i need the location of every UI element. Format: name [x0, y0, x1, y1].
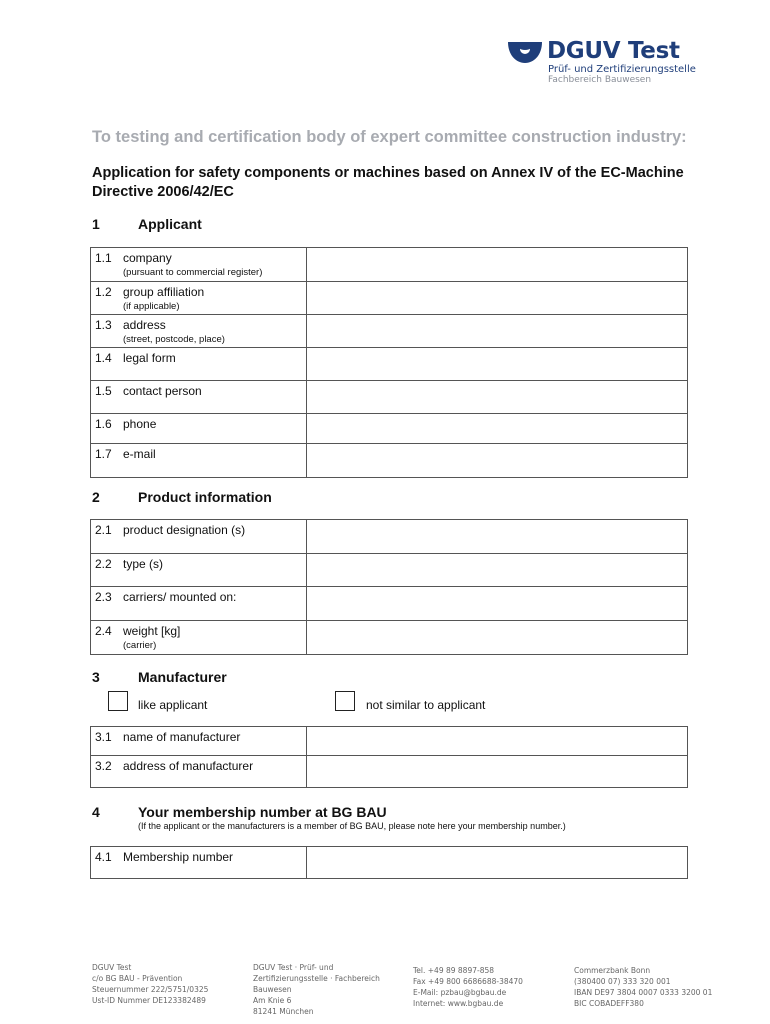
field-number: 2.3 [95, 590, 112, 604]
field-label-text: address [123, 318, 166, 332]
footer-line: DGUV Test · Prüf- und [253, 963, 334, 972]
field-hint: (street, postcode, place) [123, 334, 225, 345]
field-label-text: weight [kg] [123, 624, 181, 638]
intro-heading: To testing and certification body of expert committee construction industry: [92, 128, 687, 146]
section-number: 2 [92, 489, 100, 505]
field-label-cell [91, 587, 307, 621]
footer-line: DGUV Test [92, 963, 132, 972]
section-title-applicant: Applicant [138, 216, 202, 232]
not-similar-checkbox[interactable] [335, 691, 355, 711]
field-input-cell[interactable] [307, 315, 688, 348]
form-row [91, 444, 688, 478]
membership-note: (If the applicant or the manufacturers is a member of BG BAU, please note here your membership number.) [138, 821, 566, 831]
field-number: 1.1 [95, 251, 112, 265]
field-label [95, 285, 306, 299]
field-label [95, 351, 306, 365]
field-label-text: name of manufacturer [123, 730, 241, 744]
form-row [91, 348, 688, 381]
like-applicant-label: like applicant [138, 698, 208, 712]
logo-subtitle: Prüf- und Zertifizierungsstelle [548, 64, 696, 75]
footer-line: (380400 07) 333 320 001 [574, 977, 671, 986]
field-label-text: legal form [123, 351, 176, 365]
field-label-text: company [123, 251, 172, 265]
form-row [91, 727, 688, 756]
field-input-cell[interactable] [307, 727, 688, 756]
field-input-cell[interactable] [307, 756, 688, 788]
form-row [91, 587, 688, 621]
field-number: 2.4 [95, 624, 112, 638]
footer-address [253, 962, 380, 1017]
field-number: 1.2 [95, 285, 112, 299]
product-table [90, 519, 688, 655]
field-input-cell[interactable] [307, 847, 688, 879]
field-label [95, 384, 306, 398]
footer-company-info [92, 962, 208, 1006]
dguv-logo-icon [507, 40, 543, 66]
field-label-text: Membership number [123, 850, 234, 864]
form-row [91, 414, 688, 444]
field-number: 1.5 [95, 384, 112, 398]
form-row [91, 520, 688, 554]
membership-table [90, 846, 688, 879]
field-number: 3.2 [95, 759, 112, 773]
field-label-cell [91, 727, 307, 756]
manufacturer-table [90, 726, 688, 788]
footer-line: Steuernummer 222/5751/0325 [92, 985, 209, 994]
field-input-cell[interactable] [307, 248, 688, 282]
field-input-cell[interactable] [307, 587, 688, 621]
field-label [95, 523, 306, 537]
not-similar-label: not similar to applicant [366, 698, 486, 712]
field-hint: (carrier) [123, 640, 157, 651]
form-row [91, 756, 688, 788]
form-row [91, 621, 688, 655]
field-label-cell [91, 520, 307, 554]
field-label [95, 759, 306, 773]
field-label-cell [91, 621, 307, 655]
field-label-cell [91, 248, 307, 282]
field-label-cell [91, 444, 307, 478]
field-number: 1.7 [95, 447, 112, 461]
field-label [95, 417, 306, 431]
field-label-cell [91, 847, 307, 879]
footer-line: 81241 München [253, 1007, 314, 1016]
field-label [95, 850, 306, 864]
footer-line: Zertifizierungsstelle · Fachbereich [253, 974, 380, 983]
field-label-cell [91, 381, 307, 414]
field-label [95, 590, 306, 604]
field-label-cell [91, 414, 307, 444]
logo-title: DGUV Test [547, 38, 680, 64]
field-input-cell[interactable] [307, 621, 688, 655]
field-input-cell[interactable] [307, 381, 688, 414]
section-title-product: Product information [138, 489, 272, 505]
section-number: 4 [92, 804, 100, 820]
form-row [91, 381, 688, 414]
field-number: 2.2 [95, 557, 112, 571]
field-label-text: carriers/ mounted on: [123, 590, 237, 604]
field-label-text: product designation (s) [123, 523, 246, 537]
field-input-cell[interactable] [307, 348, 688, 381]
footer-bank [574, 965, 712, 1009]
footer-line: Ust-ID Nummer DE123382489 [92, 996, 206, 1005]
form-row [91, 282, 688, 315]
field-number: 1.6 [95, 417, 112, 431]
footer-contact [413, 965, 523, 1009]
field-input-cell[interactable] [307, 414, 688, 444]
section-title-manufacturer: Manufacturer [138, 669, 227, 685]
field-number: 1.3 [95, 318, 112, 332]
field-label [95, 318, 306, 332]
footer-line: BIC COBADEFF380 [574, 999, 644, 1008]
footer-line: Tel. +49 89 8897-858 [413, 966, 495, 975]
footer-line: Commerzbank Bonn [574, 966, 651, 975]
field-label-cell [91, 554, 307, 587]
field-label-text: phone [123, 417, 157, 431]
footer-line: c/o BG BAU - Prävention [92, 974, 183, 983]
footer-line: IBAN DE97 3804 0007 0333 3200 01 [574, 988, 713, 997]
field-label [95, 251, 306, 265]
footer-line: Am Knie 6 [253, 996, 292, 1005]
field-number: 2.1 [95, 523, 112, 537]
field-label-cell [91, 348, 307, 381]
field-number: 3.1 [95, 730, 112, 744]
form-row [91, 847, 688, 879]
field-label [95, 624, 306, 638]
section-number: 3 [92, 669, 100, 685]
field-label-text: group affiliation [123, 285, 205, 299]
field-label [95, 557, 306, 571]
field-input-cell[interactable] [307, 282, 688, 315]
field-input-cell[interactable] [307, 520, 688, 554]
footer-line: Internet: www.bgbau.de [413, 999, 504, 1008]
form-row [91, 315, 688, 348]
applicant-table [90, 247, 688, 478]
field-label-cell [91, 756, 307, 788]
footer-line: E-Mail: pzbau@bgbau.de [413, 988, 507, 997]
field-hint: (pursuant to commercial register) [123, 267, 263, 278]
form-row [91, 248, 688, 282]
logo-department: Fachbereich Bauwesen [548, 75, 652, 85]
form-row [91, 554, 688, 587]
field-label-text: e-mail [123, 447, 156, 461]
field-input-cell[interactable] [307, 554, 688, 587]
section-number: 1 [92, 216, 100, 232]
field-label [95, 447, 306, 461]
section-title-membership: Your membership number at BG BAU [138, 804, 387, 820]
application-title: Application for safety components or machines based on Annex IV of the EC-Machine Directive 2006/42/EC [92, 165, 684, 200]
field-label-cell [91, 282, 307, 315]
footer-line: Fax +49 800 6686688-38470 [413, 977, 523, 986]
field-label-text: address of manufacturer [123, 759, 254, 773]
field-number: 1.4 [95, 351, 112, 365]
like-applicant-checkbox[interactable] [108, 691, 128, 711]
field-label-text: contact person [123, 384, 202, 398]
footer-line: Bauwesen [253, 985, 292, 994]
field-number: 4.1 [95, 850, 112, 864]
field-label-cell [91, 315, 307, 348]
field-label-text: type (s) [123, 557, 164, 571]
field-label [95, 730, 306, 744]
field-hint: (if applicable) [123, 301, 180, 312]
field-input-cell[interactable] [307, 444, 688, 478]
